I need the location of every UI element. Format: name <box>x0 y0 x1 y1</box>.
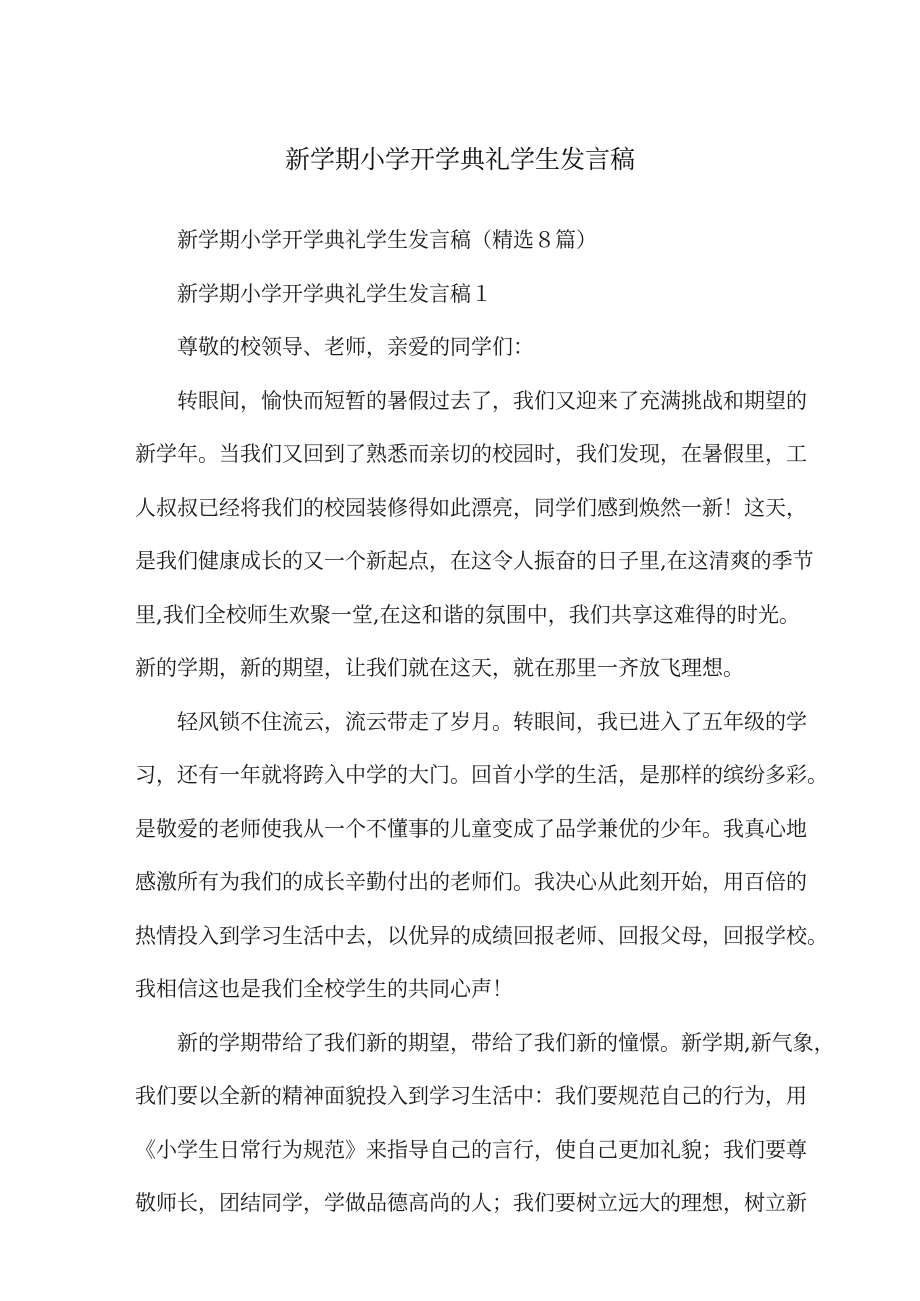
paragraph-line: 人叔叔已经将我们的校园装修得如此漂亮，同学们感到焕然一新！这天， <box>135 495 807 520</box>
paragraph-line: 是我们健康成长的又一个新起点，在这令人振奋的日子里,在这清爽的季节 <box>135 549 814 573</box>
paragraph-line: 里,我们全校师生欢聚一堂,在这和谐的氛围中，我们共享这难得的时光。 <box>135 602 800 627</box>
paragraph-line: 转眼间，愉快而短暂的暑假过去了，我们又迎来了充满挑战和期望的 <box>177 388 807 413</box>
paragraph-line: 尊敬的校领导、老师，亲爱的同学们： <box>177 335 534 359</box>
paragraph-line: 新学年。当我们又回到了熟悉而亲切的校园时，我们发现，在暑假里，工 <box>135 442 807 466</box>
paragraph-line: 我相信这也是我们全校学生的共同心声！ <box>135 977 513 1001</box>
paragraph-line: 热情投入到学习生活中去，以优异的成绩回报老师、回报父母，回报学校。 <box>135 923 828 948</box>
paragraph-line: 感激所有为我们的成长辛勤付出的老师们。我决心从此刻开始，用百倍的 <box>135 870 807 894</box>
paragraph-line: 轻风锁不住流云，流云带走了岁月。转眼间，我已进入了五年级的学 <box>177 709 807 734</box>
paragraph-line: 新的学期带给了我们新的期望，带给了我们新的憧憬。新学期,新气象， <box>177 1030 835 1055</box>
document-title: 新学期小学开学典礼学生发言稿 <box>284 145 635 174</box>
paragraph-line: 新的学期，新的期望，让我们就在这天，就在那里一齐放飞理想。 <box>135 656 744 680</box>
paragraph-line: 是敬爱的老师使我从一个不懂事的儿童变成了品学兼优的少年。我真心地 <box>135 816 807 841</box>
paragraph-line: 我们要以全新的精神面貌投入到学习生活中：我们要规范自己的行为，用 <box>135 1084 807 1108</box>
paragraph-line: 《小学生日常行为规范》来指导自己的言行，使自己更加礼貌；我们要尊 <box>135 1137 807 1162</box>
document-body <box>135 220 835 1223</box>
paragraph-line: 新学期小学开学典礼学生发言稿１ <box>177 281 492 306</box>
paragraph-line: 新学期小学开学典礼学生发言稿（精选８篇） <box>177 228 597 252</box>
paragraph-line: 习，还有一年就将跨入中学的大门。回首小学的生活，是那样的缤纷多彩。 <box>135 763 828 787</box>
paragraph-line: 敬师长，团结同学，学做品德高尚的人；我们要树立远大的理想，树立新 <box>135 1191 807 1215</box>
